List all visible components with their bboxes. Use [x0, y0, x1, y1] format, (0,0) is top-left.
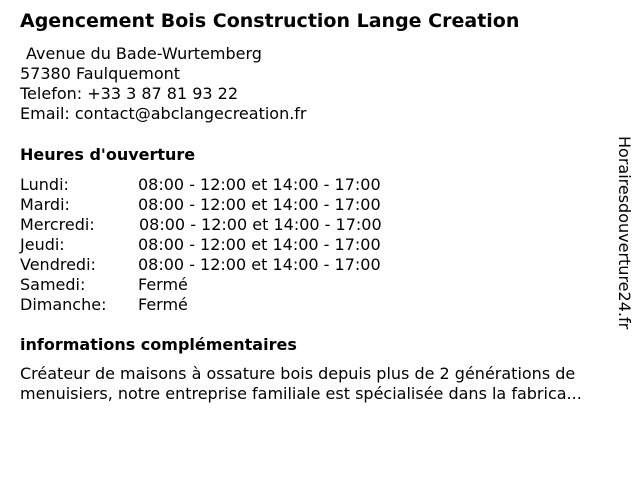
city-line: 57380 Faulquemont [20, 64, 181, 83]
hours-time: 08:00 - 12:00 et 14:00 - 17:00 [138, 175, 381, 194]
hours-row-wednesday [20, 215, 450, 235]
hours-row-saturday [20, 275, 450, 295]
hours-row-friday [20, 255, 450, 275]
hours-row-tuesday [20, 195, 450, 215]
hours-time: 08:00 - 12:00 et 14:00 - 17:00 [139, 215, 382, 234]
hours-time: 08:00 - 12:00 et 14:00 - 17:00 [138, 255, 381, 274]
hours-row-sunday [20, 295, 450, 315]
hours-time: 08:00 - 12:00 et 14:00 - 17:00 [138, 235, 381, 254]
hours-heading: Heures d'ouverture [20, 145, 196, 164]
business-name: Agencement Bois Construction Lange Creation [20, 10, 520, 32]
hours-row-thursday [20, 235, 450, 255]
email-line: Email: contact@abclangecreation.fr [20, 104, 307, 123]
hours-day: Lundi: [20, 175, 69, 194]
hours-day: Mercredi: [20, 215, 95, 234]
hours-day: Jeudi: [20, 235, 65, 254]
hours-day: Mardi: [20, 195, 70, 214]
address-line: Avenue du Bade-Wurtemberg [26, 44, 262, 63]
hours-time: Fermé [138, 295, 188, 314]
hours-day: Dimanche: [20, 295, 107, 314]
hours-day: Vendredi: [20, 255, 96, 274]
info-description-line: Créateur de maisons à ossature bois depuis plus de 2 générations de [20, 364, 576, 383]
hours-row-monday [20, 175, 450, 195]
info-description [20, 364, 630, 404]
phone-line: Telefon: +33 3 87 81 93 22 [20, 84, 239, 103]
brand-watermark-text: Horairesdouverture24.fr [615, 136, 634, 330]
hours-time: Fermé [138, 275, 188, 294]
info-heading: informations complémentaires [20, 335, 297, 354]
hours-day: Samedi: [20, 275, 86, 294]
hours-time: 08:00 - 12:00 et 14:00 - 17:00 [138, 195, 381, 214]
brand-watermark [614, 136, 636, 346]
info-description-line: menuisiers, notre entreprise familiale est spécialisée dans la fabrica... [20, 384, 582, 403]
